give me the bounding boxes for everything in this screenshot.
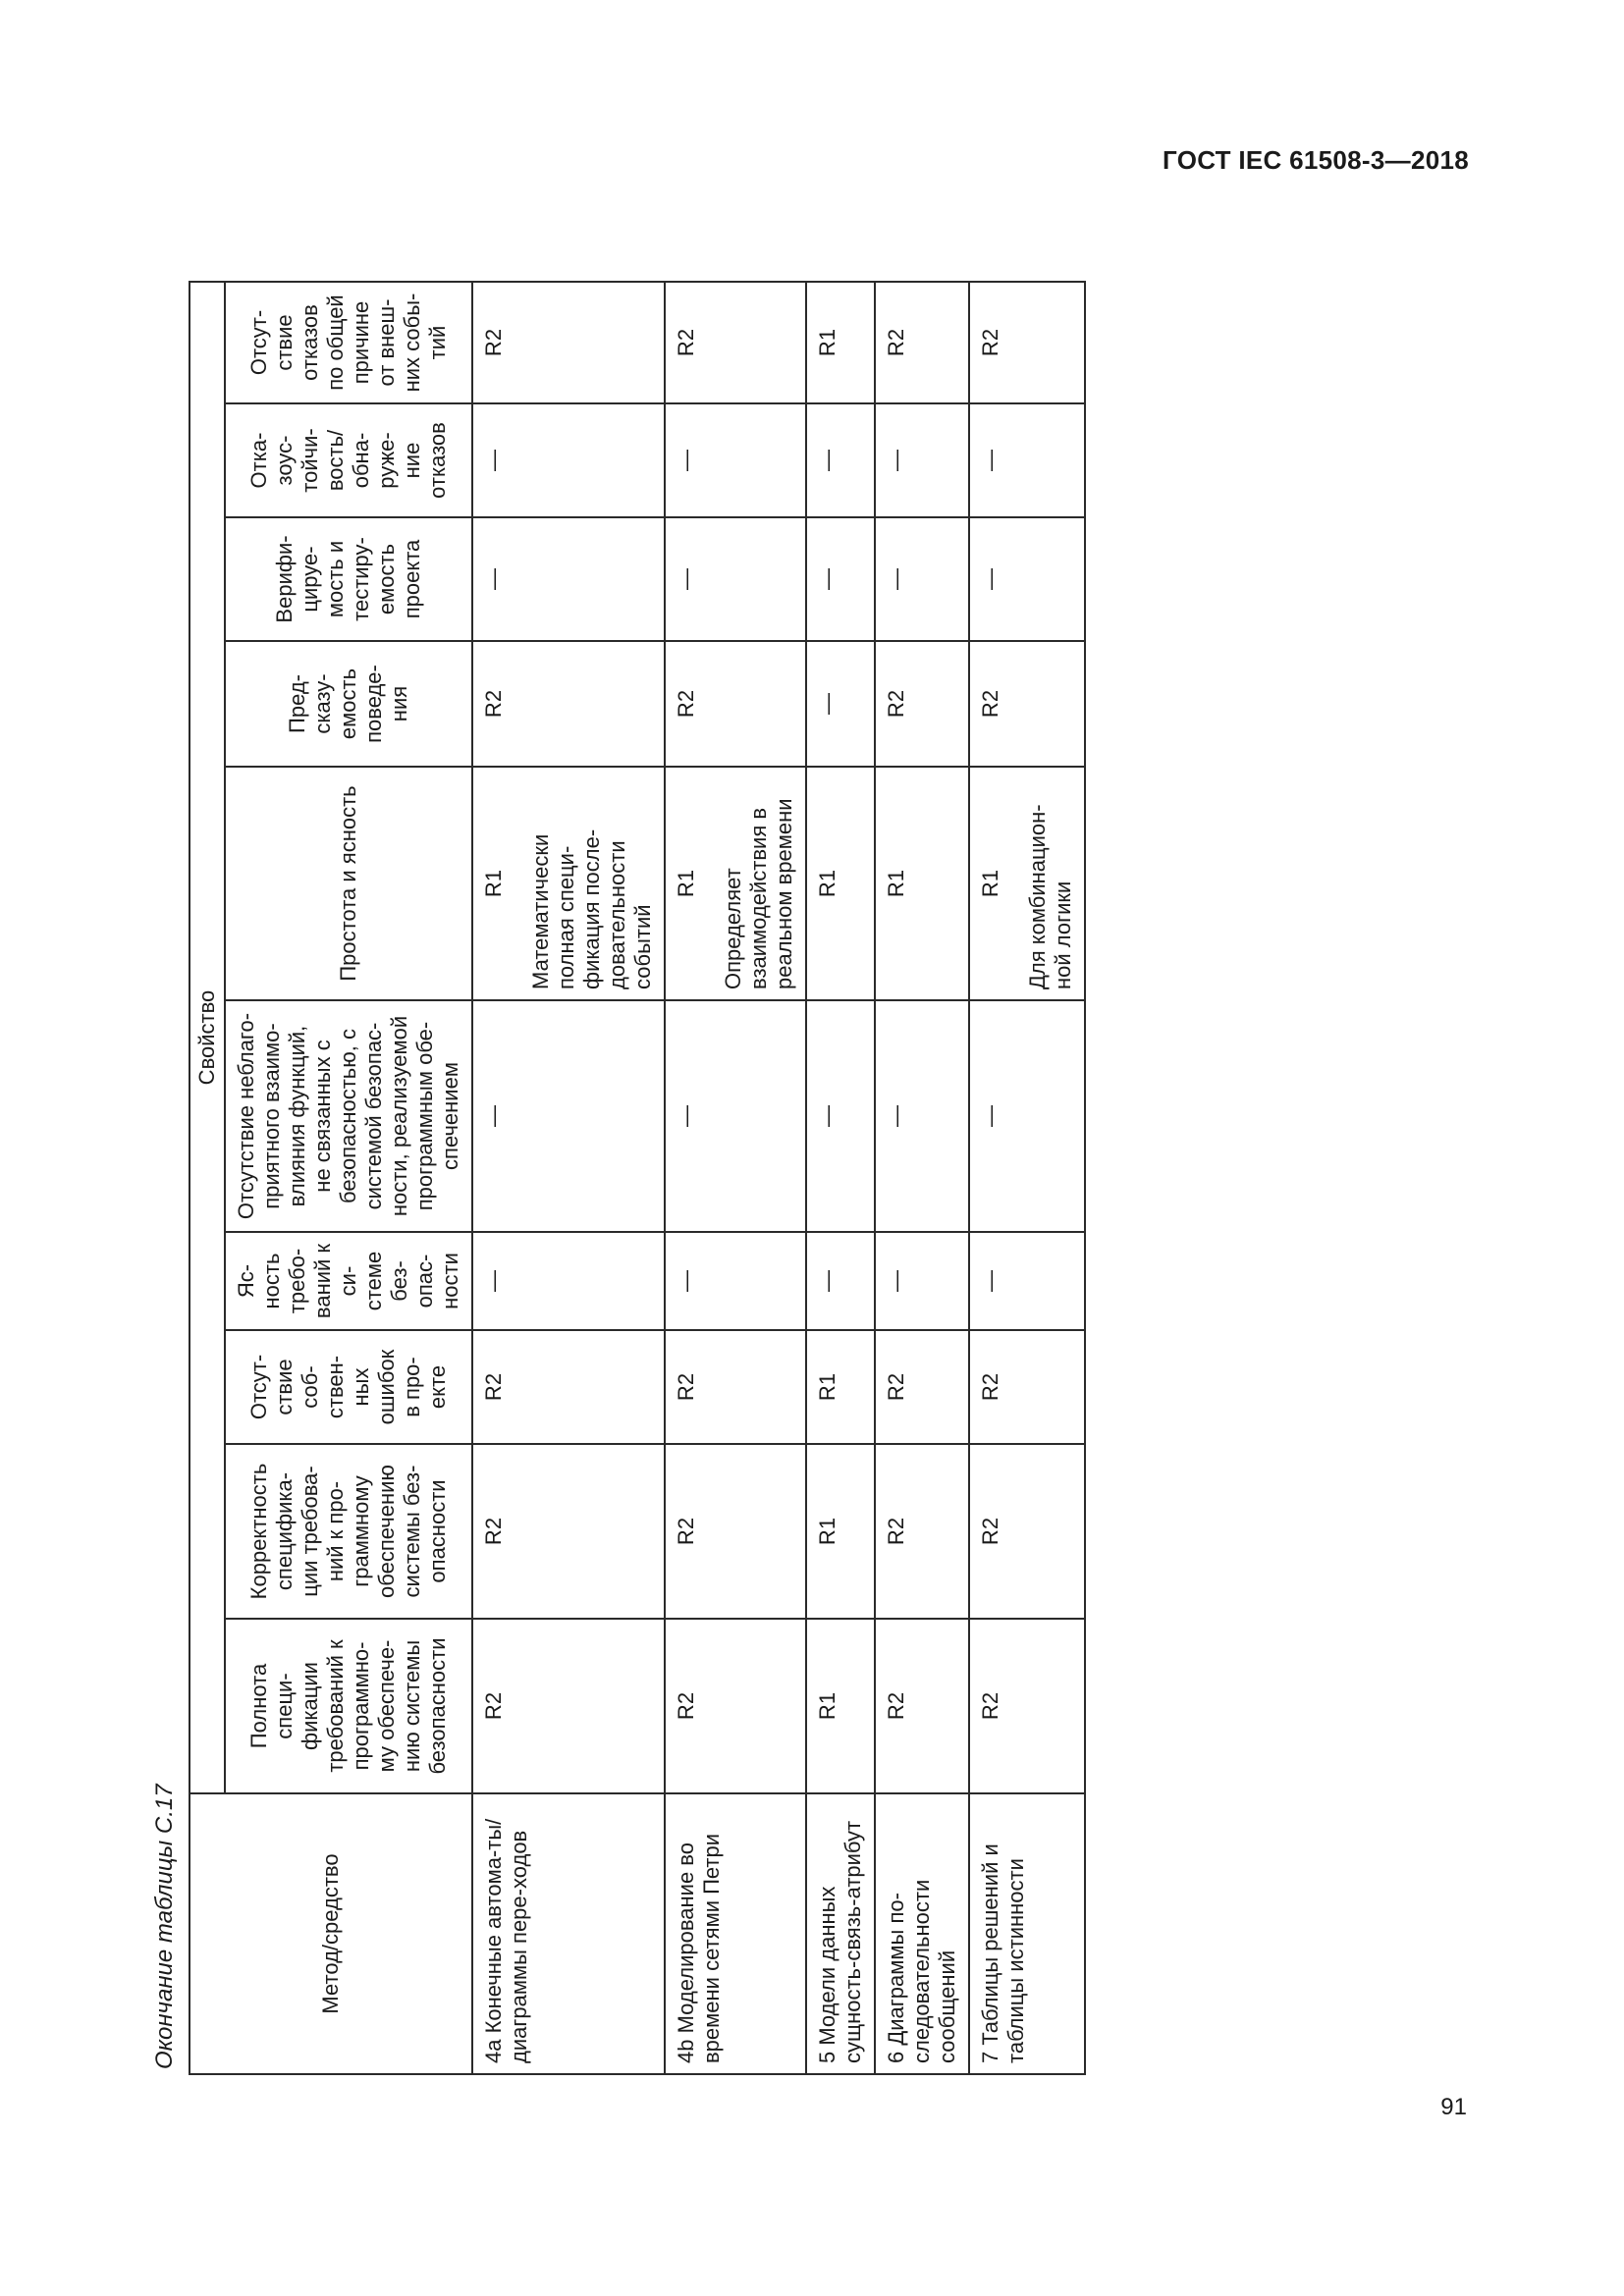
value-cell <box>806 1330 875 1444</box>
method-column-header: Метод/средство <box>189 1793 472 2074</box>
method-cell: 7 Таблицы решений и таблицы истинности <box>969 1793 1085 2074</box>
table-caption: Окончание таблицы С.17 <box>151 1784 178 2069</box>
table-row <box>875 282 969 2074</box>
rating-value: — <box>674 450 698 471</box>
value-cell <box>665 641 806 767</box>
rating-value: R1 <box>884 869 908 898</box>
value-cell <box>665 1000 806 1232</box>
method-cell: 5 Модели данных сущность-связь-атрибут <box>806 1793 875 2074</box>
method-cell: 4b Моделирование во времени сетями Петри <box>665 1793 806 2074</box>
value-cell <box>875 1619 969 1793</box>
rating-value: — <box>884 568 908 590</box>
rating-value: R2 <box>978 328 1002 357</box>
rating-value: R2 <box>978 1691 1002 1721</box>
value-cell <box>875 767 969 1000</box>
value-cell <box>875 1330 969 1444</box>
method-cell: 6 Диаграммы по-следовательности сообщений <box>875 1793 969 2074</box>
value-cell <box>806 767 875 1000</box>
value-cell <box>665 1330 806 1444</box>
value-cell <box>806 1000 875 1232</box>
method-cell: 4a Конечные автома-ты/диаграммы пере-ходов <box>472 1793 665 2074</box>
rating-value: — <box>815 568 839 590</box>
value-cell <box>969 1330 1085 1444</box>
rating-value: R2 <box>481 689 506 719</box>
value-cell <box>472 1000 665 1232</box>
rating-value: — <box>674 1105 698 1127</box>
value-cell <box>472 1330 665 1444</box>
column-header: Пред-сказу-емость поведе-ния <box>225 641 472 767</box>
value-cell <box>665 282 806 403</box>
value-cell <box>472 282 665 403</box>
rating-value: R2 <box>674 1372 698 1402</box>
value-cell <box>875 403 969 517</box>
rating-value: R1 <box>815 1517 839 1546</box>
rating-value: R2 <box>674 689 698 719</box>
column-header: Полнота специ-фикации требований к программно-му обеспече-нию системы безопасности <box>225 1619 472 1793</box>
rating-value: — <box>815 693 839 715</box>
rating-value: R2 <box>978 689 1002 719</box>
rating-value: R1 <box>815 1691 839 1721</box>
value-cell <box>472 1619 665 1793</box>
rating-value: — <box>978 1270 1002 1292</box>
value-cell <box>969 403 1085 517</box>
rating-value: — <box>884 1270 908 1292</box>
properties-table <box>189 281 1086 2075</box>
value-cell <box>969 1444 1085 1619</box>
value-cell <box>472 1232 665 1330</box>
document-id: ГОСТ IEC 61508-3—2018 <box>1163 145 1469 175</box>
value-cell <box>665 403 806 517</box>
value-cell <box>472 403 665 517</box>
value-cell <box>806 1619 875 1793</box>
rating-value: R2 <box>481 1517 506 1546</box>
rating-value: R2 <box>481 1691 506 1721</box>
value-cell <box>875 282 969 403</box>
value-cell <box>806 282 875 403</box>
table-row <box>969 282 1085 2074</box>
rating-value: — <box>978 1105 1002 1127</box>
rating-value: R2 <box>674 1691 698 1721</box>
rating-value: R2 <box>884 689 908 719</box>
value-cell <box>969 767 1085 1000</box>
value-cell <box>806 1232 875 1330</box>
rating-value: R1 <box>674 869 698 898</box>
value-cell <box>472 517 665 641</box>
rating-value: R2 <box>978 1372 1002 1402</box>
column-header: Яс-ность требо-ваний к си-стеме без-опас-ности <box>225 1232 472 1330</box>
rating-value: — <box>674 568 698 590</box>
rating-value: — <box>481 1105 506 1127</box>
cell-note: Для комбинацион-ной логики <box>1025 804 1075 989</box>
value-cell <box>969 282 1085 403</box>
cell-note: Определяет взаимодействия в реальном времени <box>721 798 796 989</box>
rating-value: — <box>815 450 839 471</box>
rating-value: — <box>884 1105 908 1127</box>
rating-value: R2 <box>884 1372 908 1402</box>
column-header: Корректность специфика-ции требова-ний к про-граммному обеспечению системы без-опасности <box>225 1444 472 1619</box>
rotated-table-area <box>147 210 1188 2075</box>
column-header: Отсут-ствие соб-ствен-ных ошибок в про-екте <box>225 1330 472 1444</box>
value-cell <box>875 1444 969 1619</box>
rating-value: R2 <box>481 328 506 357</box>
column-header: Отка-зоус-тойчи-вость/ обна-руже-ние отказов <box>225 403 472 517</box>
rating-value: R2 <box>978 1517 1002 1546</box>
value-cell <box>665 1232 806 1330</box>
column-header: Отсут-ствие отказов по общей причине от внеш-них собы-тий <box>225 282 472 403</box>
value-cell <box>969 641 1085 767</box>
column-header: Верифи-цируе-мость и тестиру-емость проекта <box>225 517 472 641</box>
column-header: Отсутствие неблаго-приятного взаимо-влияния функций, не связанных с безопасностью, с системой безопас-ности, реализуемой программным обе-спечением <box>225 1000 472 1232</box>
rating-value: R2 <box>884 328 908 357</box>
rating-value: — <box>481 568 506 590</box>
rating-value: — <box>674 1270 698 1292</box>
rating-value: R1 <box>978 869 1002 898</box>
value-cell <box>806 517 875 641</box>
value-cell <box>665 517 806 641</box>
value-cell <box>665 1619 806 1793</box>
value-cell <box>472 767 665 1000</box>
rating-value: — <box>481 450 506 471</box>
page-number: 91 <box>1440 2094 1467 2120</box>
table-row <box>472 282 665 2074</box>
rating-value: R2 <box>884 1691 908 1721</box>
rating-value: — <box>481 1270 506 1292</box>
rating-value: R1 <box>815 328 839 357</box>
value-cell <box>472 1444 665 1619</box>
value-cell <box>875 1000 969 1232</box>
table-body <box>472 282 1085 2074</box>
rating-value: R1 <box>481 869 506 898</box>
value-cell <box>969 1619 1085 1793</box>
value-cell <box>875 1232 969 1330</box>
rating-value: R2 <box>674 328 698 357</box>
table-row <box>806 282 875 2074</box>
value-cell <box>875 641 969 767</box>
column-header: Простота и ясность <box>225 767 472 1000</box>
rating-value: — <box>978 450 1002 471</box>
table-row <box>665 282 806 2074</box>
value-cell <box>806 641 875 767</box>
value-cell <box>665 767 806 1000</box>
rating-value: R2 <box>481 1372 506 1402</box>
value-cell <box>806 403 875 517</box>
value-cell <box>806 1444 875 1619</box>
rating-value: R2 <box>884 1517 908 1546</box>
value-cell <box>875 517 969 641</box>
rating-value: R1 <box>815 1372 839 1402</box>
value-cell <box>665 1444 806 1619</box>
rating-value: — <box>978 568 1002 590</box>
value-cell <box>969 1000 1085 1232</box>
cell-note: Математически полная специ-фикация после-довательности событий <box>528 828 655 989</box>
rating-value: — <box>815 1270 839 1292</box>
rating-value: — <box>884 450 908 471</box>
property-group-header: Свойство <box>189 282 225 1793</box>
value-cell <box>969 517 1085 641</box>
rating-value: R1 <box>815 869 839 898</box>
rating-value: — <box>815 1105 839 1127</box>
value-cell <box>472 641 665 767</box>
value-cell <box>969 1232 1085 1330</box>
rating-value: R2 <box>674 1517 698 1546</box>
